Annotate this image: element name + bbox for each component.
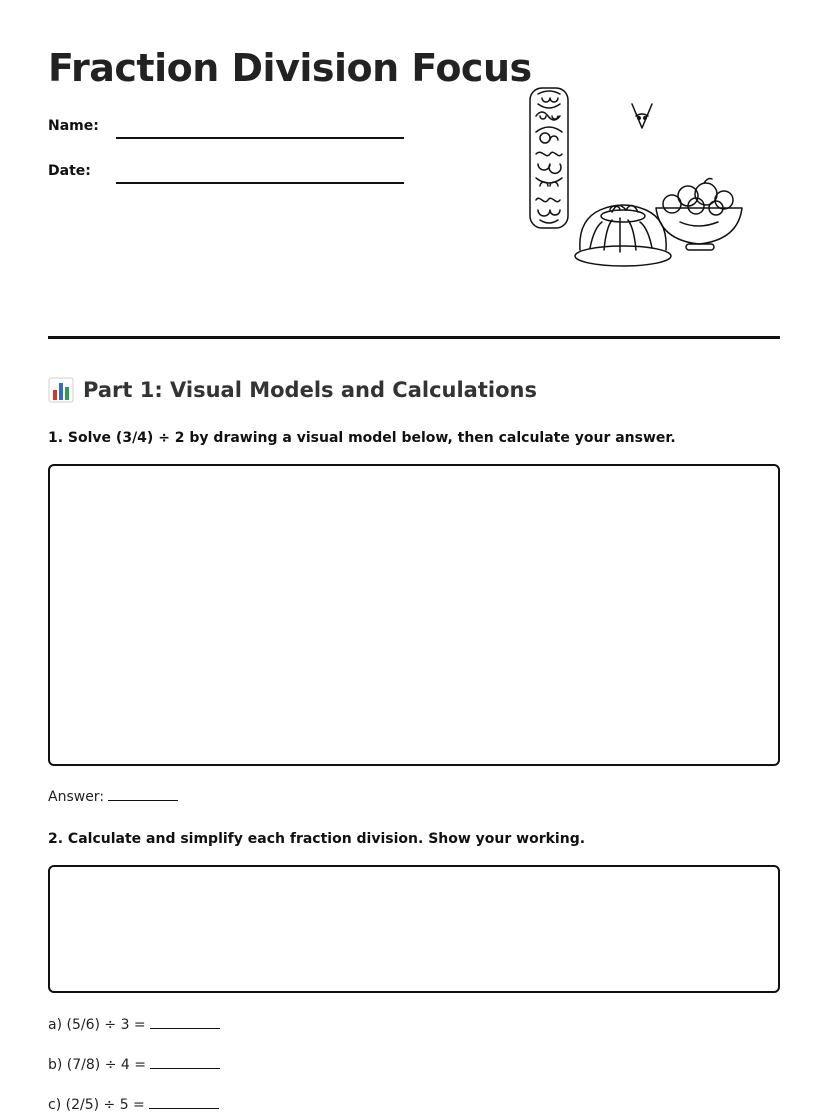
working-box[interactable] (48, 865, 780, 993)
division-item-c (48, 1095, 219, 1113)
division-item-a (48, 1015, 220, 1033)
answer-label: Answer: (48, 789, 105, 805)
division-item-a-text: a) (5/6) ÷ 3 = (48, 1017, 146, 1033)
part1-heading-text: Part 1: Visual Models and Calculations (83, 378, 537, 402)
question-1-prompt: 1. Solve (3/4) ÷ 2 by drawing a visual model below, then calculate your answer. (48, 430, 676, 446)
division-item-c-text: c) (2/5) ÷ 5 = (48, 1097, 145, 1113)
division-item-c-blank[interactable] (149, 1095, 219, 1109)
date-field[interactable] (116, 182, 404, 184)
worksheet-illustration (520, 82, 760, 278)
part1-heading (48, 374, 537, 406)
carved-pole-icon (530, 88, 568, 228)
name-label: Name: (48, 118, 99, 134)
worksheet-title: Fraction Division Focus (48, 46, 532, 90)
section-divider (48, 336, 780, 339)
name-field[interactable] (116, 137, 404, 139)
bird-icon (632, 104, 652, 128)
division-item-b-text: b) (7/8) ÷ 4 = (48, 1057, 146, 1073)
visual-model-box[interactable] (48, 464, 780, 766)
division-item-b-blank[interactable] (150, 1055, 220, 1069)
fruit-bowl-icon (656, 179, 742, 251)
bar-chart-icon (48, 377, 74, 403)
division-item-b (48, 1055, 220, 1073)
question-2-prompt: 2. Calculate and simplify each fraction division. Show your working. (48, 831, 586, 847)
answer-blank[interactable] (108, 787, 178, 801)
division-item-a-blank[interactable] (150, 1015, 220, 1029)
answer-line (48, 787, 178, 805)
date-label: Date: (48, 163, 91, 179)
